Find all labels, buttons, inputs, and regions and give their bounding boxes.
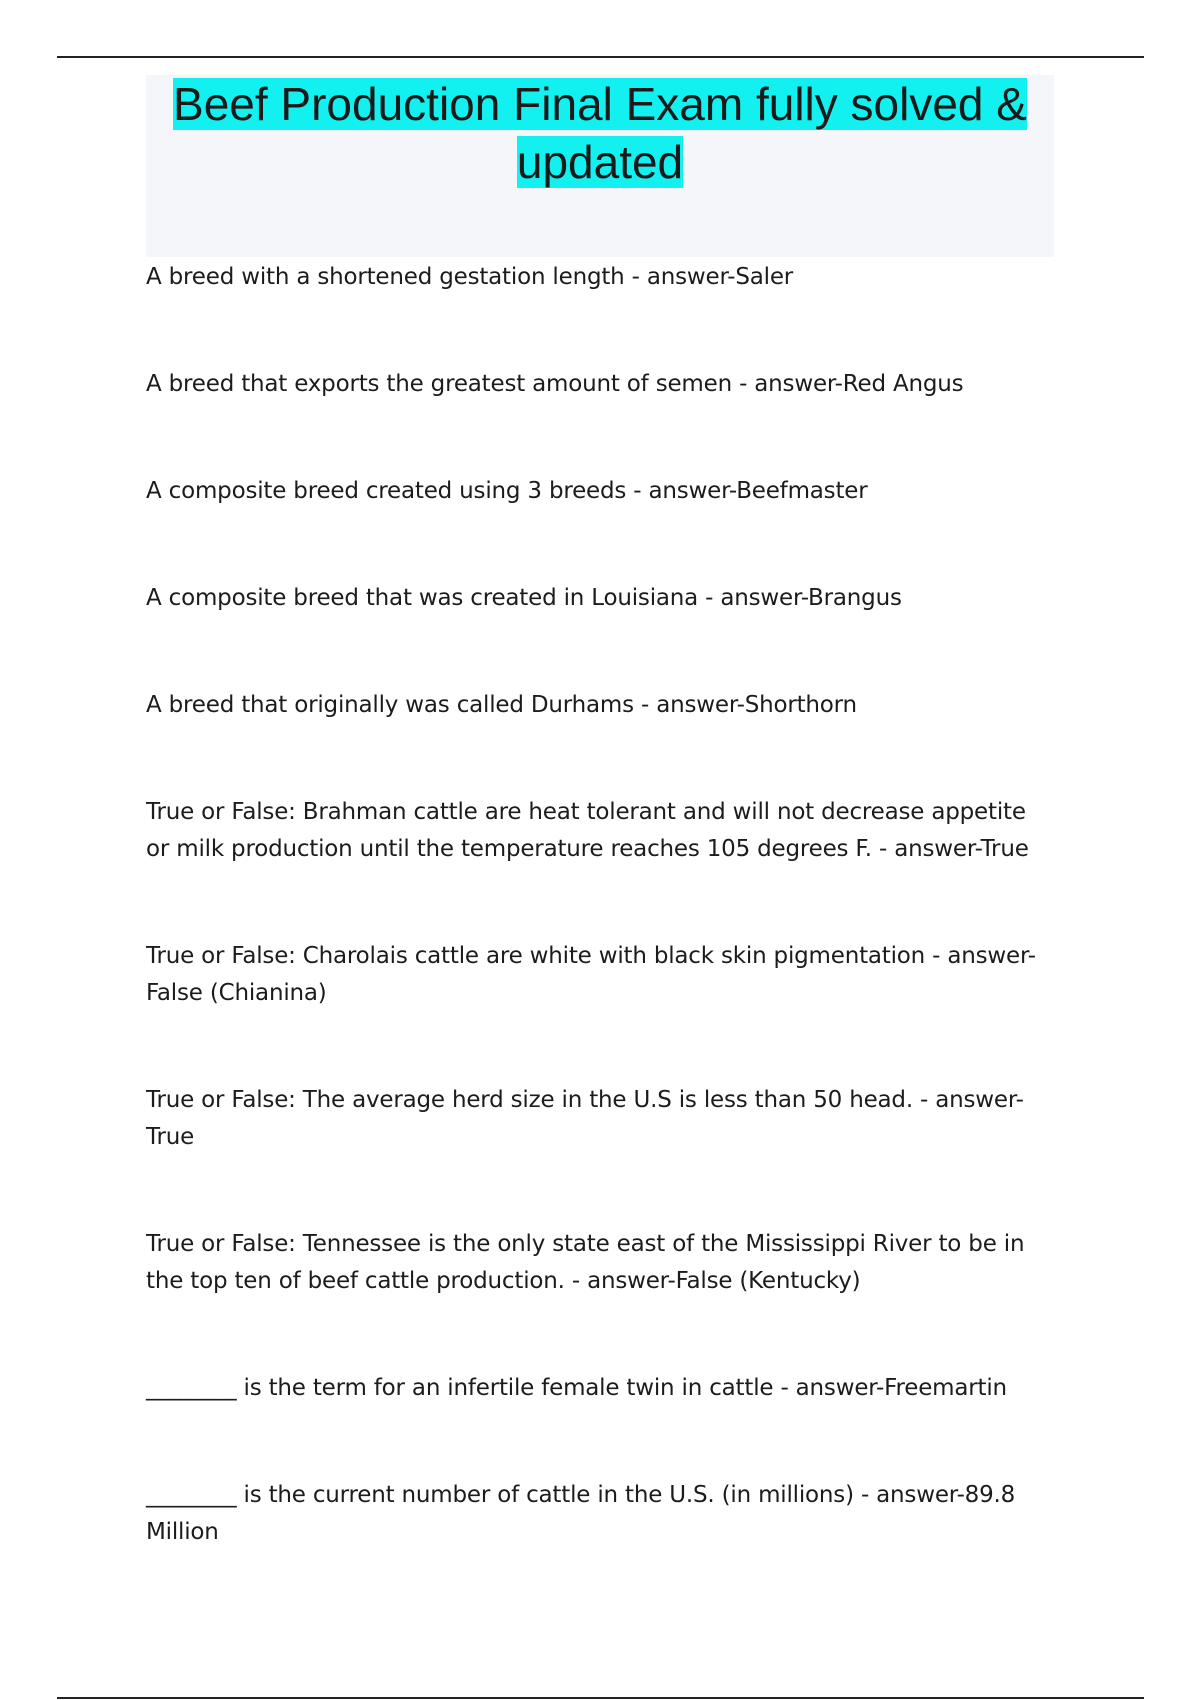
question-item: True or False: Tennessee is the only state east of the Mississippi River to be in the top ten of beef cattle production. - answer-False (Kentucky) (146, 1231, 1025, 1294)
question-item: ________ is the current number of cattle in the U.S. (in millions) - answer-89.8 Million (146, 1482, 1016, 1545)
question-item: A breed that originally was called Durhams - answer-Shorthorn (146, 692, 857, 718)
question-item: True or False: Brahman cattle are heat tolerant and will not decrease appetite or milk production until the temperature reaches 105 degrees F. - answer-True (146, 799, 1029, 862)
bottom-rule (57, 1697, 1144, 1699)
question-item: True or False: Charolais cattle are white with black skin pigmentation - answer-False (Chianina) (146, 943, 1036, 1006)
question-item: True or False: The average herd size in the U.S is less than 50 head. - answer-True (146, 1087, 1024, 1150)
document-title: Beef Production Final Exam fully solved & updated (173, 78, 1027, 188)
question-item: A breed that exports the greatest amount of semen - answer-Red Angus (146, 371, 964, 397)
title-box (146, 75, 1054, 257)
top-rule (57, 56, 1144, 58)
question-item: ________ is the term for an infertile female twin in cattle - answer-Freemartin (146, 1375, 1007, 1401)
question-item: A breed with a shortened gestation length - answer-Saler (146, 264, 794, 290)
question-item: A composite breed created using 3 breeds - answer-Beefmaster (146, 478, 868, 504)
question-item: A composite breed that was created in Louisiana - answer-Brangus (146, 585, 902, 611)
